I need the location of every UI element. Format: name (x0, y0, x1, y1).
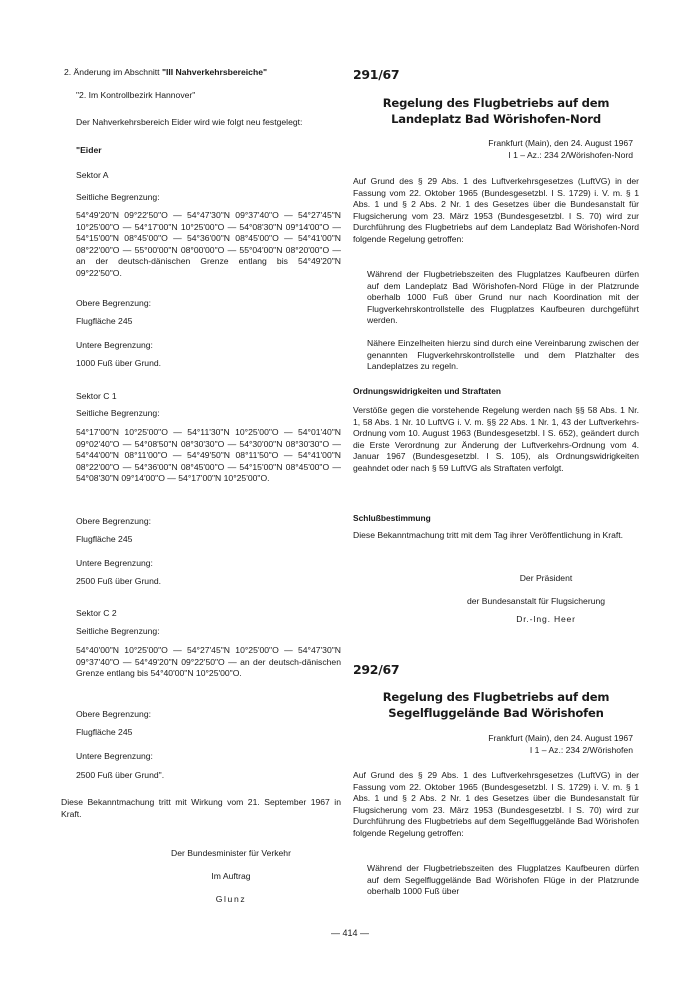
doc-291-offences-title: Ordnungswidrigkeiten und Straftaten (353, 386, 501, 396)
sector-c2-lower-value: 2500 Fuß über Grund". (76, 770, 165, 780)
sector-c1-upper-label: Obere Begrenzung: (76, 516, 152, 526)
doc-291-place-date: Frankfurt (Main), den 24. August 1967 (488, 138, 633, 148)
doc-291-signature-authority: der Bundesanstalt für Flugsicherung (466, 596, 606, 606)
doc-291-heading (353, 95, 639, 127)
doc-291-final-provision-text: Diese Bekanntmachung tritt mit dem Tag ihrer Veröffentlichung in Kraft. (353, 530, 624, 540)
doc-292-heading-line1: Regelung des Flugbetriebs auf dem (382, 690, 610, 704)
doc-291-rule-details: Nähere Einzelheiten hierzu sind durch eine Vereinbarung zwischen der genannten Flugverkehrskontrollstelle und dem Platzhalter des Landeplatzes zu regeln. (367, 338, 639, 372)
amendment-item-bold: "III Nahverkehrsbereiche" (161, 67, 268, 77)
sector-c1-upper-value: Flugfläche 245 (76, 534, 133, 544)
sector-c1-lower-label: Untere Begrenzung: (76, 558, 153, 568)
doc-291-reference: I 1 – Az.: 234 2/Wörishofen-Nord (508, 150, 633, 160)
amendment-item-prefix: 2. Änderung im Abschnitt (64, 67, 162, 77)
sector-c1-lower-value: 2500 Fuß über Grund. (76, 576, 162, 586)
doc-292-number: 292/67 (353, 662, 400, 677)
doc-292-rule: Während der Flugbetriebszeiten des Flugplatzes Kaufbeuren dürfen auf dem Segelfluggelände Bad Wörishofen Flüge in der Platzrunde oberhalb 1000 Fuß über (367, 863, 639, 897)
sector-c2-lower-label: Untere Begrenzung: (76, 751, 153, 761)
page-number: — 414 — (330, 928, 370, 938)
effective-date-note: Diese Bekanntmachung tritt mit Wirkung vom 21. September 1967 in Kraft. (61, 797, 341, 819)
doc-291-number: 291/67 (353, 67, 400, 82)
doc-291-signature-name: Dr.-Ing. Heer (516, 614, 576, 624)
sector-a-lower-label: Untere Begrenzung: (76, 340, 153, 350)
left-signature-authority: Der Bundesminister für Verkehr (171, 848, 291, 858)
sector-c2-upper-value: Flugfläche 245 (76, 727, 133, 737)
doc-291-body: Auf Grund des § 29 Abs. 1 des Luftverkehrsgesetzes (LuftVG) in der Fassung vom 22. Oktober 1965 (Bundesgesetzbl. I S. 1729) i. V. m. § 1 Abs. 1 und § 2 Abs. 2 Nr. 1 des Gesetzes über die Bundesanstalt für Flugsicherung vom 23. März 1953 (Bundesgesetzbl. I S. 70) wird zur Durchführung des Flugbetriebs auf dem Landeplatz Bad Wörishofen-Nord folgende Regelung getroffen: (353, 176, 639, 244)
sector-c2-lateral-text: 54°40'00"N 10°25'00"O — 54°27'45"N 10°25'00"O — 54°47'30"N 09°37'40"O — 54°49'20"N 09°22'50"O — an der deutsch-dänischen Grenze entlang bis 54°40'00"N 10°25'00"O. (76, 645, 341, 679)
doc-291-final-provision-title: Schlußbestimmung (353, 513, 431, 523)
sector-a-lateral-text: 54°49'20"N 09°22'50"O — 54°47'30"N 09°37'40"O — 54°27'45"N 10°25'00"O — 54°17'00"N 10°25'00"O — 54°08'30"N 09°14'00"O — 54°15'00"N 08°45'00"O — 54°36'00"N 08°45'00"O — 54°41'00"N 08°22'00"O — 55°00'00"N 08°00'00"O — 55°04'00"N 08°20'00"O — an der deutsch-dänischen Grenze entlang bis 54°49'20"N 09°22'50"O. (76, 210, 341, 278)
doc-291-heading-line1: Regelung des Flugbetriebs auf dem (382, 96, 610, 110)
sector-c1-title: Sektor C 1 (76, 391, 117, 401)
doc-292-heading (353, 689, 639, 721)
sector-a-title: Sektor A (76, 170, 109, 180)
sector-c1-lateral-text: 54°17'00"N 10°25'00"O — 54°11'30"N 10°25'00"O — 54°01'40"N 09°02'40"O — 54°08'50"N 08°30'30"O — 54°30'00"N 08°30'30"O — 54°44'00"N 08°11'00"O — 54°49'50"N 08°11'50"O — 54°41'00"N 08°22'00"O — 54°36'00"N 08°45'00"O — 54°15'00"N 08°45'00"O — 54°08'30"N 09°14'00"O — 54°17'00"N 10°25'00"O. (76, 427, 341, 484)
sector-c1-lateral-label: Seitliche Begrenzung: (76, 408, 160, 418)
sector-a-lateral-label: Seitliche Begrenzung: (76, 192, 160, 202)
sector-a-lower-value: 1000 Fuß über Grund. (76, 358, 162, 368)
doc-291-offences-text: Verstöße gegen die vorstehende Regelung werden nach §§ 58 Abs. 1 Nr. 1, 58 Abs. 1 Nr. 10 LuftVG i. V. m. §§ 22 Abs. 1 Nr. 1, 43 der Luftverkehrs-Ordnung vom 10. August 1963 (Bundesgesetzbl. I S. 652), geändert durch die Erste Verordnung zur Änderung der Luftverkehrs-Ordnung vom 4. Januar 1967 (Bundesgesetzbl. I S. 105), als Ordnungswidrigkeiten geahndet oder nach § 59 LuftVG als Straftaten verfolgt. (353, 405, 639, 473)
control-district-subitem: "2. Im Kontrollbezirk Hannover" (76, 90, 196, 100)
eider-label: "Eider (76, 145, 102, 155)
doc-292-body: Auf Grund des § 29 Abs. 1 des Luftverkehrsgesetzes (LuftVG) in der Fassung vom 22. Oktober 1965 (Bundesgesetzbl. I S. 1729) i. V. m. § 1 Abs. 1 und § 2 Abs. 2 Nr. 1 des Gesetzes über die Bundesanstalt für Flugsicherung vom 23. März 1953 (Bundesgesetzbl. I S. 70) wird zur Durchführung des Flugbetriebs auf dem Segelfluggelände Bad Wörishofen folgende Regelung getroffen: (353, 770, 639, 838)
amendment-item-title (64, 67, 341, 79)
doc-292-place-date: Frankfurt (Main), den 24. August 1967 (488, 733, 633, 743)
doc-292-heading-line2: Segelfluggelände Bad Wörishofen (388, 706, 604, 720)
sector-a-upper-label: Obere Begrenzung: (76, 298, 152, 308)
left-signature-name: Glunz (215, 894, 247, 904)
sector-c2-upper-label: Obere Begrenzung: (76, 709, 152, 719)
doc-292-reference: I 1 – Az.: 234 2/Wörishofen (529, 745, 633, 755)
doc-291-rule: Während der Flugbetriebszeiten des Flugplatzes Kaufbeuren dürfen auf dem Landeplatz Bad Wörishofen-Nord Flüge in der Platzrunde oberhalb 1000 Fuß über Grund nur nach Koordination mit der Flugverkehrskontrollstelle des Flugplatzes Kaufbeuren durchgeführt werden. (367, 269, 639, 326)
left-signature-on-behalf: Im Auftrag (211, 871, 251, 881)
doc-291-signature-title: Der Präsident (519, 573, 573, 583)
sector-c2-title: Sektor C 2 (76, 608, 117, 618)
sector-a-upper-value: Flugfläche 245 (76, 316, 133, 326)
doc-291-heading-line2: Landeplatz Bad Wörishofen-Nord (391, 112, 601, 126)
eider-intro: Der Nahverkehrsbereich Eider wird wie folgt neu festgelegt: (76, 117, 303, 127)
sector-c2-lateral-label: Seitliche Begrenzung: (76, 626, 160, 636)
